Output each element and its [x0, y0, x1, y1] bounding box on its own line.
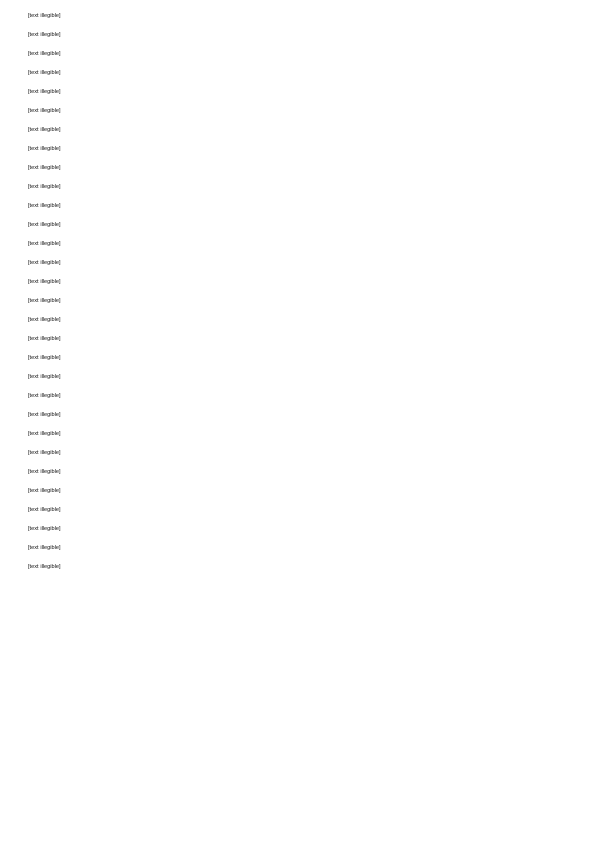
paragraph: [text illegible] — [28, 450, 61, 456]
paragraph: [text illegible] — [28, 355, 61, 361]
paragraph: [text illegible] — [28, 89, 61, 95]
paragraph: [text illegible] — [28, 32, 61, 38]
paragraph: [text illegible] — [28, 431, 61, 437]
paragraph: [text illegible] — [28, 469, 61, 475]
paragraph: [text illegible] — [28, 564, 61, 570]
paragraph: [text illegible] — [28, 184, 61, 190]
paragraph: [text illegible] — [28, 203, 61, 209]
paragraph: [text illegible] — [28, 222, 61, 228]
paragraph: [text illegible] — [28, 374, 61, 380]
paragraph: [text illegible] — [28, 488, 61, 494]
paragraph: [text illegible] — [28, 13, 61, 19]
paragraph: [text illegible] — [28, 241, 61, 247]
paragraph: [text illegible] — [28, 146, 61, 152]
paragraph: [text illegible] — [28, 298, 61, 304]
paragraph: [text illegible] — [28, 108, 61, 114]
paragraph: [text illegible] — [28, 336, 61, 342]
paragraph: [text illegible] — [28, 127, 61, 133]
paragraph: [text illegible] — [28, 545, 61, 551]
paragraph: [text illegible] — [28, 526, 61, 532]
paragraph: [text illegible] — [28, 70, 61, 76]
paragraph: [text illegible] — [28, 51, 61, 57]
paragraph: [text illegible] — [28, 317, 61, 323]
document-page — [28, 12, 568, 582]
paragraph: [text illegible] — [28, 507, 61, 513]
paragraph: [text illegible] — [28, 393, 61, 399]
paragraph: [text illegible] — [28, 279, 61, 285]
paragraph: [text illegible] — [28, 260, 61, 266]
paragraph: [text illegible] — [28, 165, 61, 171]
paragraph: [text illegible] — [28, 412, 61, 418]
